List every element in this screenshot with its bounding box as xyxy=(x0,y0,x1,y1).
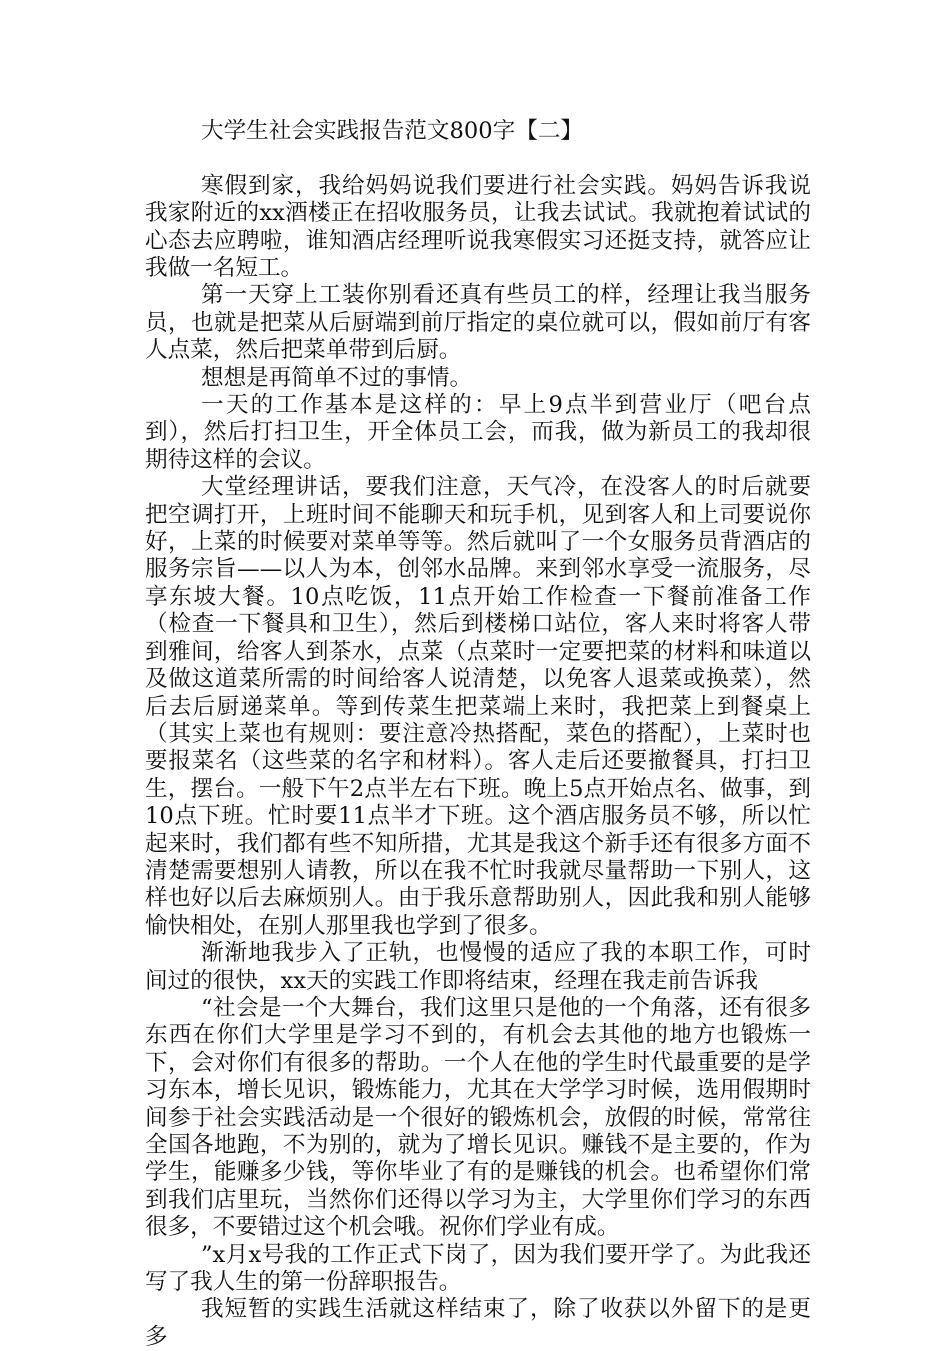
paragraph-9: 我短暂的实践生活就这样结束了，除了收获以外留下的是更多 xyxy=(145,1296,811,1350)
paragraph-8: ”x月x号我的工作正式下岗了，因为我们要开学了。为此我还写了我人生的第一份辞职报告。 xyxy=(145,1241,811,1296)
paragraph-3: 想想是再简单不过的事情。 xyxy=(201,364,473,391)
paragraph-4: 一天的工作基本是这样的：早上9点半到营业厅（吧台点到），然后打扫卫生，开全体员工会，而我，做为新员工的我却很期待这样的会议。 xyxy=(145,392,811,473)
paragraph-5: 大堂经理讲话，要我们注意，天气冷，在没客人的时后就要把空调打开，上班时间不能聊天和玩手机，见到客人和上司要说你好，上菜的时候要对菜单等等。然后就叫了一个女服务员背酒店的服务宗旨——以人为本，创邻水品牌。来到邻水享受一流服务，尽享东坡大餐。10点吃饭，11点开始工作检查一下餐前准备工作（检查一下餐具和卫生），然后到楼梯口站位，客人来时将客人带到雅间，给客人到茶水，点菜（点菜时一定要把菜的材料和味道以及做这道菜所需的时间给客人说清楚，以免客人退菜或换菜），然后去后厨递菜单。等到传菜生把菜端上来时，我把菜上到餐桌上（其实上菜也有规则：要注意冷热搭配，菜色的搭配），上菜时也要报菜名（这些菜的名字和材料）。客人走后还要撤餐具，打扫卫生，摆台。一般下午2点半左右下班。晚上5点开始点名、做事，到10点下班。忙时要11点半才下班。这个酒店服务员不够，所以忙起来时，我们都有些不知所措，尤其是我这个新手还有很多方面不清楚需要想别人请教，所以在我不忙时我就尽量帮助一下别人，这样也好以后去麻烦别人。由于我乐意帮助别人，因此我和别人能够愉快相处，在别人那里我也学到了很多。 xyxy=(145,474,811,939)
document-body xyxy=(145,118,811,1351)
paragraph-2: 第一天穿上工装你别看还真有些员工的样，经理让我当服务员，也就是把菜从后厨端到前厅指定的桌位就可以，假如前厅有客人点菜，然后把菜单带到后厨。 xyxy=(145,282,811,364)
document-title: 大学生社会实践报告范文800字【二】 xyxy=(201,118,584,144)
paragraph-1: 寒假到家，我给妈妈说我们要进行社会实践。妈妈告诉我说我家附近的xx酒楼正在招收服务员，让我去试试。我就抱着试试的心态去应聘啦，谁知酒店经理听说我寒假实习还挺支持，就答应让我做一名短工。 xyxy=(145,172,811,282)
paragraph-6: 渐渐地我步入了正轨，也慢慢的适应了我的本职工作，可时间过的很快，xx天的实践工作即将结束，经理在我走前告诉我 xyxy=(145,940,811,994)
paragraph-7: “社会是一个大舞台，我们这里只是他的一个角落，还有很多东西在你们大学里是学习不到的，有机会去其他的地方也锻炼一下，会对你们有很多的帮助。一个人在他的学生时代最重要的是学习东本，增长见识，锻炼能力，尤其在大学学习时候，选用假期时间参于社会实践活动是一个很好的锻炼机会，放假的时候，常常往全国各地跑，不为别的，就为了增长见识。赚钱不是主要的，作为学生，能赚多少钱，等你毕业了有的是赚钱的机会。也希望你们常到我们店里玩，当然你们还得以学习为主，大学里你们学习的东西很多，不要错过这个机会哦。祝你们学业有成。 xyxy=(145,994,811,1241)
